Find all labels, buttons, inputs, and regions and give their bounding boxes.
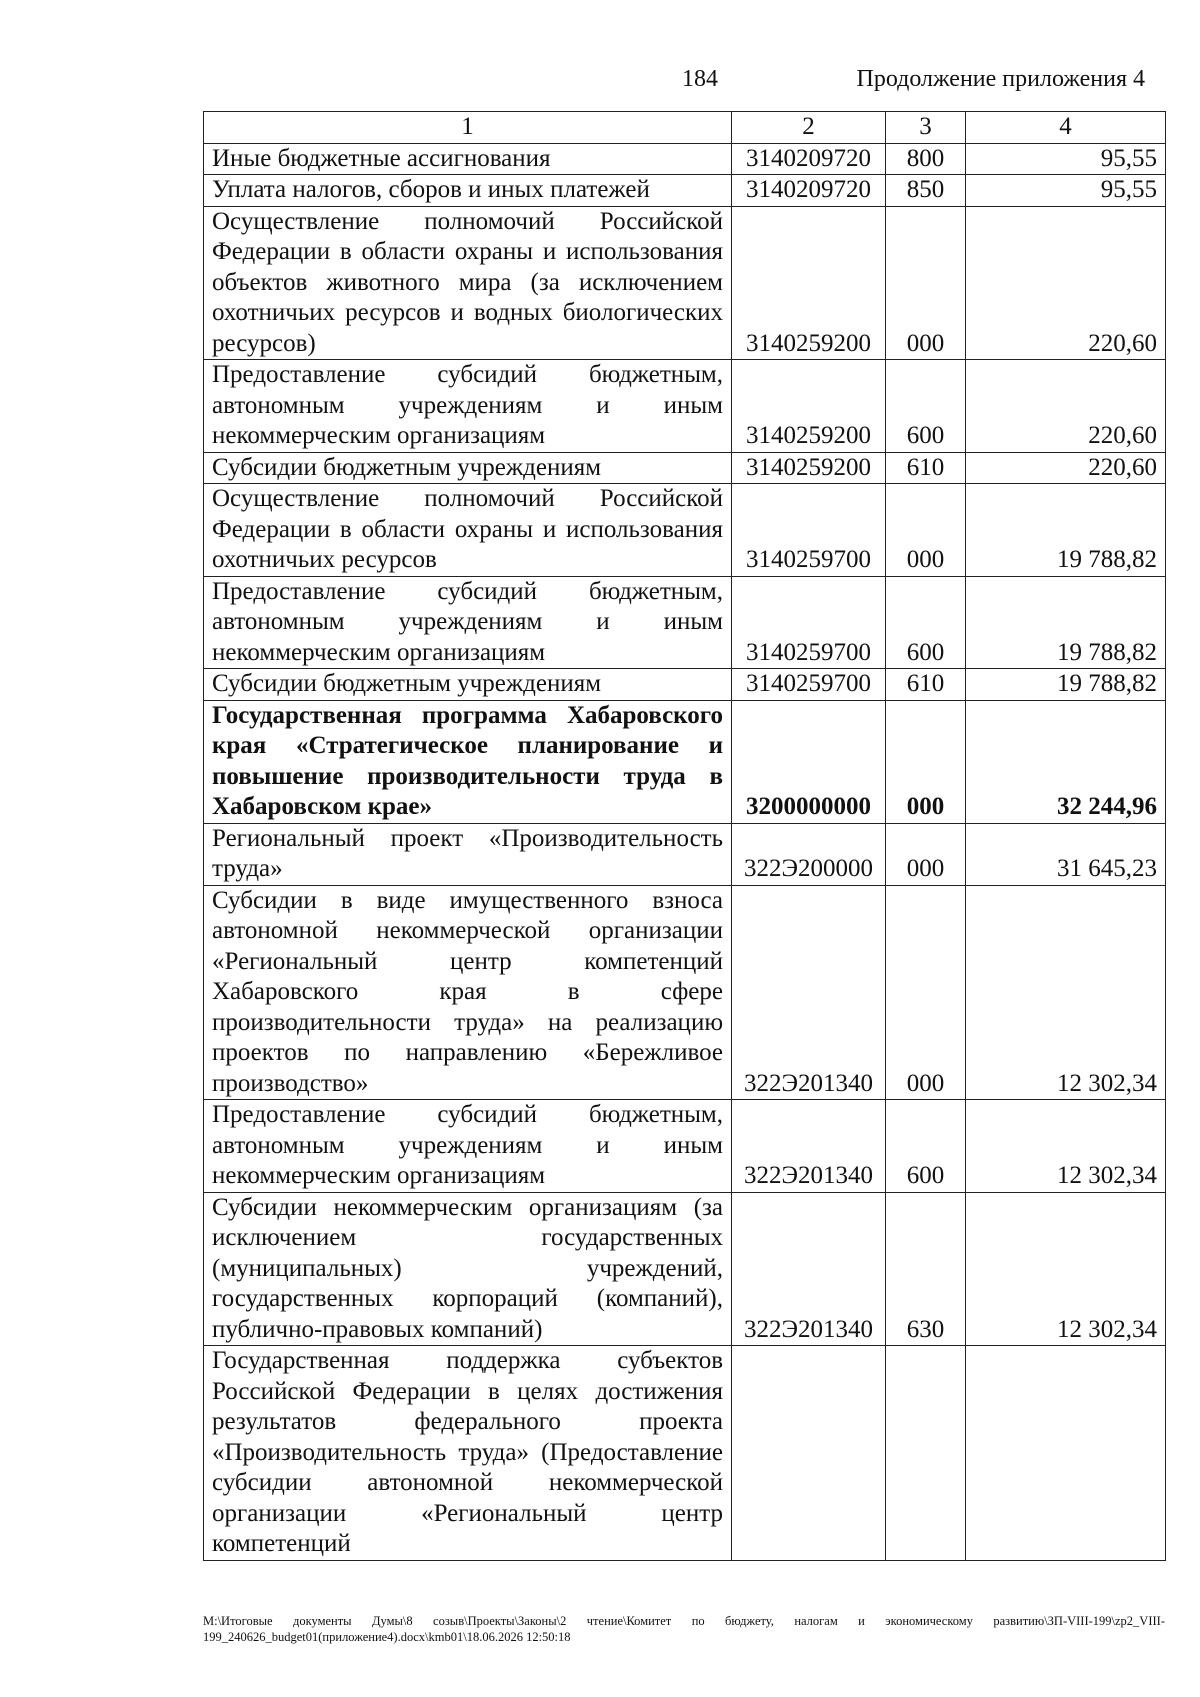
- column-header-4: 4: [966, 112, 1166, 144]
- row-code: 3200000000: [732, 700, 886, 823]
- table-row: [204, 1100, 1166, 1193]
- row-code: 3140209720: [732, 175, 886, 207]
- row-amount: 220,60: [966, 360, 1166, 453]
- continuation-heading: Продолжение приложения 4: [856, 66, 1145, 92]
- column-header-2: 2: [732, 112, 886, 144]
- row-type: [886, 1346, 966, 1561]
- row-name: Иные бюджетные ассигнования: [204, 143, 732, 175]
- row-code: 322Э200000: [732, 823, 886, 885]
- table-row: [204, 206, 1166, 360]
- row-name: Осуществление полномочий Российской Федерации в области охраны и использования объектов животного мира (за исключением охотничьих ресурсов и водных биологических ресурсов): [204, 206, 732, 360]
- table-header-row: [204, 112, 1166, 144]
- table-row: [204, 669, 1166, 701]
- row-code: [732, 1346, 886, 1561]
- row-type: 800: [886, 143, 966, 175]
- row-code: 322Э201340: [732, 885, 886, 1100]
- page-number: 184: [682, 66, 718, 92]
- row-amount: 95,55: [966, 175, 1166, 207]
- row-code: 322Э201340: [732, 1192, 886, 1346]
- table-row: [204, 1192, 1166, 1346]
- table-row: [204, 143, 1166, 175]
- row-amount: [966, 1346, 1166, 1561]
- row-name: Субсидии бюджетным учреждениям: [204, 669, 732, 701]
- row-amount: 19 788,82: [966, 576, 1166, 669]
- table-row-continued: [204, 1346, 1166, 1561]
- table-row: [204, 484, 1166, 577]
- row-code: 3140259200: [732, 206, 886, 360]
- row-type: 600: [886, 360, 966, 453]
- row-type: 000: [886, 700, 966, 823]
- row-type: 000: [886, 885, 966, 1100]
- file-path-footer: M:\Итоговые документы Думы\8 созыв\Проекты\Законы\2 чтение\Комитет по бюджету, налогам и экономическому развитию\ЗП-VIII-199\zp2_VIII-199_240626_budget01(приложение4).docx\kmb01\18.06.2026 12:50:18: [203, 1614, 1165, 1644]
- row-amount: 19 788,82: [966, 484, 1166, 577]
- row-name: Предоставление субсидий бюджетным, автономным учреждениям и иным некоммерческим организациям: [204, 576, 732, 669]
- row-amount: 12 302,34: [966, 1100, 1166, 1193]
- row-type: 600: [886, 576, 966, 669]
- row-code: 3140209720: [732, 143, 886, 175]
- row-code: 3140259700: [732, 576, 886, 669]
- table-row-program: [204, 700, 1166, 823]
- row-type: 630: [886, 1192, 966, 1346]
- row-name: Предоставление субсидий бюджетным, автономным учреждениям и иным некоммерческим организациям: [204, 1100, 732, 1193]
- row-amount: 12 302,34: [966, 885, 1166, 1100]
- row-code: 3140259700: [732, 484, 886, 577]
- table-row: [204, 452, 1166, 484]
- table-row: [204, 360, 1166, 453]
- row-type: 610: [886, 452, 966, 484]
- row-name: Предоставление субсидий бюджетным, автономным учреждениям и иным некоммерческим организациям: [204, 360, 732, 453]
- row-amount: 31 645,23: [966, 823, 1166, 885]
- table-row: [204, 823, 1166, 885]
- row-name: Осуществление полномочий Российской Федерации в области охраны и использования охотничьих ресурсов: [204, 484, 732, 577]
- budget-table: [203, 111, 1166, 1561]
- row-amount: 220,60: [966, 206, 1166, 360]
- row-name: Субсидии в виде имущественного взноса автономной некоммерческой организации «Региональный центр компетенций Хабаровского края в сфере производительности труда» на реализацию проектов по направлению «Бережливое производство»: [204, 885, 732, 1100]
- table-row: [204, 175, 1166, 207]
- row-type: 600: [886, 1100, 966, 1193]
- row-amount: 32 244,96: [966, 700, 1166, 823]
- row-name: Уплата налогов, сборов и иных платежей: [204, 175, 732, 207]
- row-code: 322Э201340: [732, 1100, 886, 1193]
- row-type: 610: [886, 669, 966, 701]
- row-name: Региональный проект «Производительность труда»: [204, 823, 732, 885]
- column-header-3: 3: [886, 112, 966, 144]
- row-amount: 220,60: [966, 452, 1166, 484]
- row-amount: 19 788,82: [966, 669, 1166, 701]
- row-type: 000: [886, 206, 966, 360]
- column-header-1: 1: [204, 112, 732, 144]
- table-row: [204, 885, 1166, 1100]
- row-name: Субсидии бюджетным учреждениям: [204, 452, 732, 484]
- row-code: 3140259200: [732, 360, 886, 453]
- row-name: Государственная программа Хабаровского края «Стратегическое планирование и повышение производительности труда в Хабаровском крае»: [204, 700, 732, 823]
- row-type: 000: [886, 484, 966, 577]
- row-type: 850: [886, 175, 966, 207]
- table-row: [204, 576, 1166, 669]
- row-code: 3140259200: [732, 452, 886, 484]
- row-amount: 95,55: [966, 143, 1166, 175]
- row-name: Государственная поддержка субъектов Российской Федерации в целях достижения результатов федерального проекта «Производительность труда» (Предоставление субсидии автономной некоммерческой организации «Региональный центр компетенций: [204, 1346, 732, 1561]
- row-code: 3140259700: [732, 669, 886, 701]
- row-amount: 12 302,34: [966, 1192, 1166, 1346]
- row-name: Субсидии некоммерческим организациям (за исключением государственных (муниципальных) учреждений, государственных корпораций (компаний), публично-правовых компаний): [204, 1192, 732, 1346]
- row-type: 000: [886, 823, 966, 885]
